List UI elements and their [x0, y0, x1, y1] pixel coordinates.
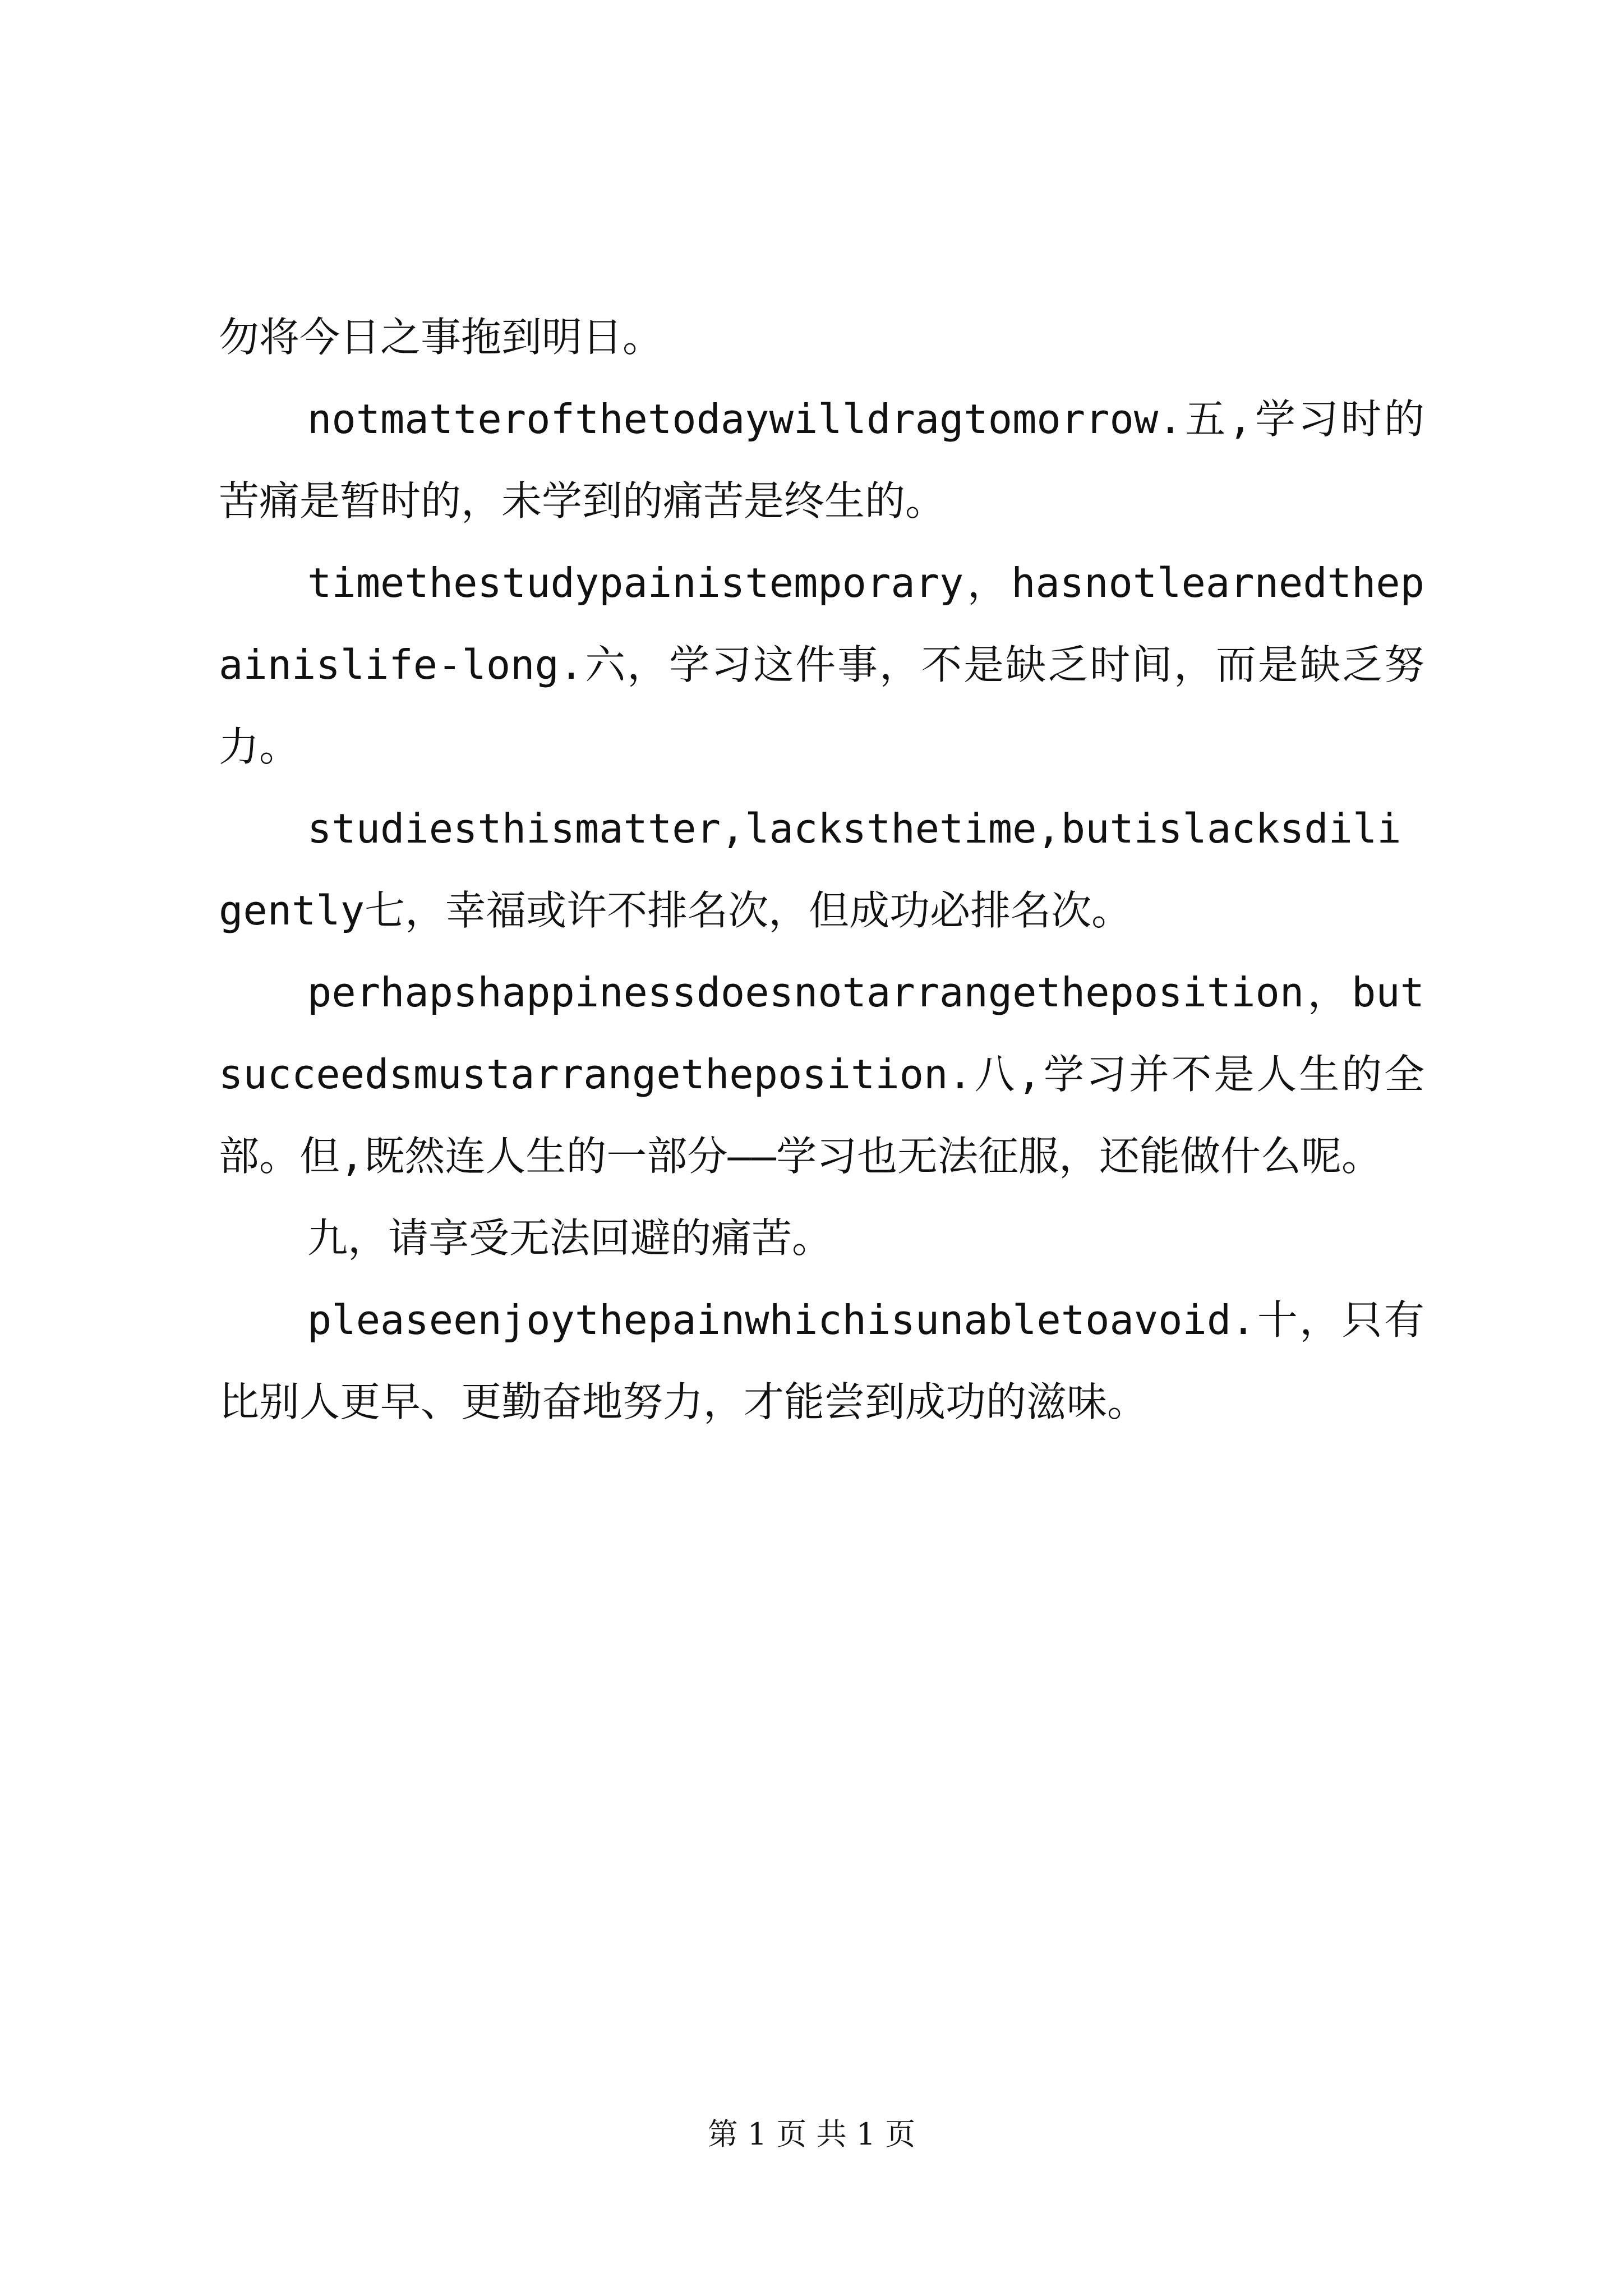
paragraph-4: studiesthismatter,lacksthetime,butislacksdiligently七，幸福或许不排名次，但成功必排名次。	[219, 805, 1401, 934]
paragraph-7: pleaseenjoythepainwhichisunabletoavoid.十，只有比别人更早、更勤奋地努力，才能尝到成功的滋味。	[219, 1296, 1424, 1425]
paragraph-6: 九，请享受无法回避的痛苦。	[307, 1214, 833, 1262]
document-body	[219, 296, 1424, 1443]
paragraph-1: 勿将今日之事拖到明日。	[219, 314, 663, 361]
page-footer: 第 1 页 共 1 页	[707, 2116, 916, 2152]
paragraph-2: notmatterofthetodaywilldragtomorrow.五,学习时的苦痛是暂时的，未学到的痛苦是终生的。	[219, 395, 1424, 524]
paragraph-3: timethestudypainistemporary，hasnotlearnedthepainislife-long.六，学习这件事，不是缺乏时间，而是缺乏努力。	[219, 559, 1424, 770]
paragraph-5: perhapshappinessdoesnotarrangetheposition，butsucceedsmustarrangetheposition.八,学习并不是人生的全部。但,既然连人生的一部分——学习也无法征服，还能做什么呢。	[219, 969, 1424, 1180]
